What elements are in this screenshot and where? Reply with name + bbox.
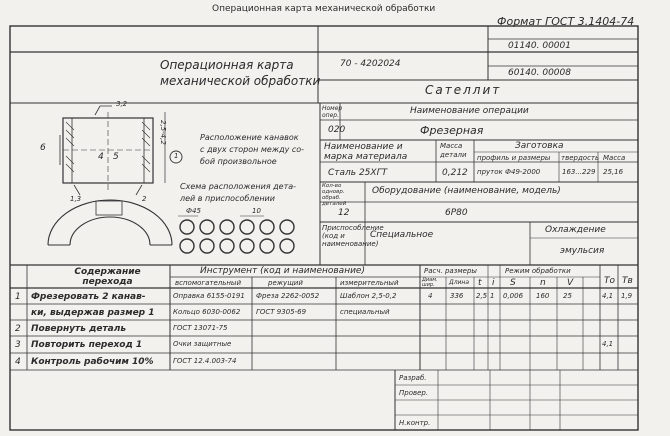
fixture-value: Специальное	[370, 230, 434, 240]
blank-profile-header: профиль и размеры	[477, 154, 551, 162]
col-tv-header: Тв	[622, 276, 633, 286]
row-1-len: 336	[450, 292, 464, 300]
col-meas-header: измерительный	[340, 279, 399, 287]
col-dims-header: Расч. размеры	[424, 267, 477, 275]
dim-vertical: 2,5-4,2	[159, 120, 167, 145]
document-code-top: 01140. 00001	[508, 41, 571, 51]
row-2-cut: ГОСТ 9305-69	[256, 308, 307, 316]
document-code-bottom: 60140. 00008	[508, 68, 571, 78]
col-cut-header: режущий	[268, 279, 303, 287]
part-name: Сателлит	[425, 83, 502, 97]
col-to-header: То	[604, 276, 616, 286]
blank-profile: пруток Ф49-2000	[477, 168, 541, 176]
row-2-content: ки, выдержав размер 1	[31, 308, 155, 318]
row-1-t: 2,5	[476, 292, 488, 300]
op-number-header: Номер опер.	[322, 105, 343, 119]
row-1-content: Фрезеровать 2 канав-	[31, 292, 146, 302]
material-value: Сталь 25ХГТ	[328, 168, 388, 178]
parts-count: 12	[338, 208, 350, 218]
row-1-tv: 1,9	[621, 292, 633, 300]
op-name-header: Наименование операции	[410, 106, 529, 116]
signature-checker: Провер.	[399, 389, 429, 397]
col-diam-header: Диам. шир.	[422, 277, 438, 288]
row-1-v: 25	[563, 292, 572, 300]
sketch-circle-number: 1	[174, 152, 179, 160]
row-1-cut: Фреза 2262-0052	[256, 292, 320, 300]
row-4-content: Повторить переход 1	[31, 340, 143, 350]
row-4-aux: Очки защитные	[173, 340, 232, 348]
dim-side: 6	[40, 143, 46, 153]
card-title-line2: механической обработки	[160, 74, 321, 88]
row-1-meas: Шаблон 2,5-0,2	[340, 292, 397, 300]
row-1-diam: 4	[428, 292, 433, 300]
row-1-to: 4,1	[602, 292, 614, 300]
row-3-content: Повернуть деталь	[31, 324, 127, 334]
document-code-left: 70 - 4202024	[340, 59, 401, 69]
row-1-aux: Оправка 6155-0191	[173, 292, 245, 300]
col-s-header: S	[510, 278, 516, 288]
material-mass: 0,212	[442, 168, 468, 178]
parts-count-header: Кол-во одновр. обраб. деталей	[322, 183, 347, 207]
row-1-i: 1	[490, 292, 495, 300]
sketch-label-1: 1,3	[70, 195, 82, 203]
blank-hardness-header: твердость	[561, 154, 600, 162]
row-5-content: Контроль рабочим 10%	[31, 357, 154, 367]
form-standard: Формат ГОСТ 3.1404-74	[497, 15, 635, 28]
row-5-num: 4	[15, 357, 21, 367]
col-aux-header: вспомогательный	[175, 279, 242, 287]
equipment-header: Оборудование (наименование, модель)	[372, 186, 561, 196]
scheme-title-line1: Схема расположения дета-	[180, 182, 297, 191]
dim-5: 5	[113, 152, 119, 162]
scheme-title-line2: лей в приспособлении	[180, 194, 275, 203]
row-2-aux: Кольцо 6030-0062	[173, 308, 241, 316]
coolant-header: Охлаждение	[545, 225, 606, 235]
scheme-dim-phi: Ф45	[186, 207, 201, 215]
scheme-dim-10: 10	[252, 207, 261, 215]
sketch-note-line3: бой произвольное	[200, 157, 277, 166]
col-content-header: Содержание перехода	[74, 267, 141, 287]
blank-mass: 25,16	[603, 168, 624, 176]
sketch-label-2: 2	[142, 195, 147, 203]
col-len-header: Длина	[449, 279, 470, 286]
row-3-num: 2	[15, 324, 21, 334]
material-mass-header: Масса детали	[440, 142, 467, 159]
col-n-header: n	[540, 278, 546, 288]
row-3-aux: ГОСТ 13071-75	[173, 324, 228, 332]
signature-developer: Разраб.	[399, 374, 427, 382]
equipment-value: 6Р80	[445, 208, 468, 218]
col-i-header: i	[492, 278, 495, 288]
blank-mass-header: Масса	[603, 154, 626, 162]
signature-norm-control: Н.контр.	[399, 419, 431, 427]
row-4-to: 4,1	[602, 340, 614, 348]
col-modes-header: Режим обработки	[505, 267, 571, 275]
op-number: 020	[328, 125, 346, 135]
row-2-meas: специальный	[340, 308, 390, 316]
coolant-value: эмульсия	[560, 246, 605, 256]
op-name: Фрезерная	[420, 124, 484, 137]
card-title-line1: Операционная карта	[160, 58, 294, 72]
col-v-header: V	[567, 278, 574, 288]
material-header: Наименование и марка материала	[324, 142, 408, 162]
row-1-n: 160	[536, 292, 550, 300]
fixture-header: Приспособление (код и наименование)	[322, 224, 384, 248]
roughness-value: 3,2	[116, 100, 128, 108]
row-1-s: 0,006	[503, 292, 524, 300]
row-5-aux: ГОСТ 12.4.003-74	[173, 357, 237, 365]
dim-4: 4	[98, 152, 104, 162]
sketch-note-line1: Расположение канавок	[200, 133, 299, 142]
col-t-header: t	[478, 278, 482, 288]
row-4-num: 3	[15, 340, 21, 350]
row-1-num: 1	[15, 292, 21, 302]
blank-hardness: 163...229	[562, 168, 596, 176]
col-tools-header: Инструмент (код и наименование)	[200, 266, 365, 276]
document-caption: Операционная карта механической обработки	[212, 4, 436, 14]
sketch-note-line2: с двух сторон между со-	[200, 145, 305, 154]
blank-header: Заготовка	[515, 141, 564, 151]
